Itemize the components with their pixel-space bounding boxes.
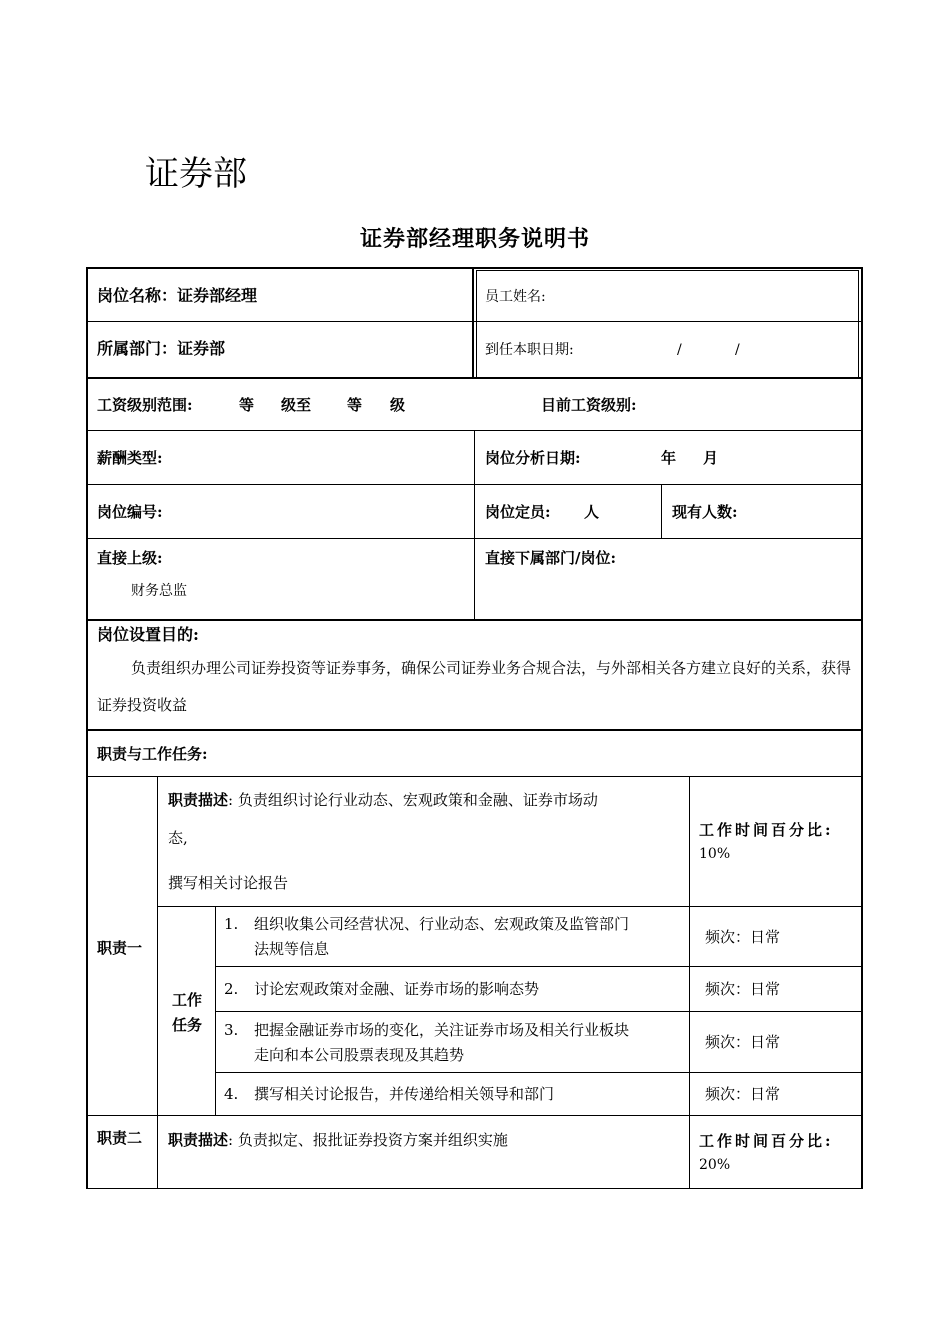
salary-range-grade: 级: [390, 396, 406, 414]
salary-range-grade: 等: [347, 396, 363, 414]
position-code-label: 岗位编号:: [97, 503, 163, 521]
task-text: 法规等信息: [254, 940, 330, 958]
duty1-name: 职责一: [97, 939, 143, 957]
start-date-separator: /: [677, 342, 682, 358]
task-text: 把握金融证券市场的变化，关注证券市场及相关行业板块: [254, 1021, 630, 1039]
employee-name-label: 员工姓名:: [485, 289, 546, 305]
duties-label: 职责与工作任务:: [97, 745, 208, 763]
pay-type-label: 薪酬类型:: [97, 449, 163, 467]
task-text: 组织收集公司经营状况、行业动态、宏观政策及监管部门: [254, 915, 630, 933]
salary-range-grade: 等: [239, 396, 255, 414]
quota-unit: 人: [584, 503, 600, 521]
duty2-description: [168, 1130, 508, 1150]
task-frequency: 频次：日常: [705, 1033, 781, 1051]
task-number: 3.: [224, 1021, 239, 1039]
duty2-desc-text: 负责拟定、报批证券投资方案并组织实施: [237, 1131, 508, 1149]
duty2-time-value: 20%: [699, 1157, 731, 1173]
document-title: 证券部经理职务说明书: [359, 226, 590, 252]
task-number: 2.: [224, 980, 239, 998]
tasks-label: 工作: [172, 991, 203, 1009]
current-count-label: 现有人数:: [672, 503, 738, 521]
analysis-month: 月: [703, 449, 719, 467]
task-frequency: 频次：日常: [705, 928, 781, 946]
analysis-date-label: 岗位分析日期:: [485, 449, 581, 467]
duty2-desc-colon: :: [228, 1131, 234, 1149]
start-date-separator: /: [735, 342, 740, 358]
task-text: 撰写相关讨论报告，并传递给相关领导和部门: [254, 1085, 555, 1103]
analysis-year: 年: [661, 449, 677, 467]
superior-label: 直接上级:: [97, 549, 163, 567]
purpose-label: 岗位设置目的:: [97, 625, 199, 644]
duty1-desc-colon: :: [228, 791, 234, 809]
subordinate-label: 直接下属部门/岗位:: [485, 549, 617, 567]
task-number: 1.: [224, 915, 239, 933]
purpose-text: 负责组织办理公司证券投资等证券事务，确保公司证券业务合规合法，与外部相关各方建立良好的关系，获得证券投资收益: [97, 659, 852, 714]
duty1-time-value: 10%: [699, 846, 731, 862]
duty1-time-label: 工作时间百分比:: [699, 821, 834, 839]
duty1-desc-line2: 态,: [168, 829, 188, 847]
salary-range-grade: 级至: [281, 396, 312, 414]
duty1-description: [168, 790, 598, 810]
task-text: 讨论宏观政策对金融、证券市场的影响态势: [254, 980, 540, 998]
start-date-label: 到任本职日期:: [485, 342, 574, 358]
position-name-label: 岗位名称：证券部经理: [97, 286, 258, 305]
salary-range-label: 工资级别范围:: [97, 396, 193, 414]
duty2-name: 职责二: [97, 1129, 143, 1147]
department-heading: 证券部: [145, 154, 247, 194]
tasks-label: 任务: [172, 1016, 203, 1034]
task-frequency: 频次：日常: [705, 1085, 781, 1103]
superior-value: 财务总监: [131, 583, 187, 599]
duty2-desc-label: 职责描述: [168, 1131, 229, 1149]
duty1-desc-line1: 负责组织讨论行业动态、宏观政策和金融、证券市场动: [237, 791, 598, 809]
task-text: 走向和本公司股票表现及其趋势: [254, 1046, 465, 1064]
duty1-desc-line3: 撰写相关讨论报告: [168, 874, 289, 892]
task-number: 4.: [224, 1085, 239, 1103]
task-frequency: 频次：日常: [705, 980, 781, 998]
department-label: 所属部门：证券部: [97, 339, 226, 358]
current-salary-label: 目前工资级别:: [541, 396, 637, 414]
duty1-desc-label: 职责描述: [168, 791, 229, 809]
duty2-time-label: 工作时间百分比:: [699, 1132, 834, 1150]
quota-label: 岗位定员:: [485, 503, 551, 521]
